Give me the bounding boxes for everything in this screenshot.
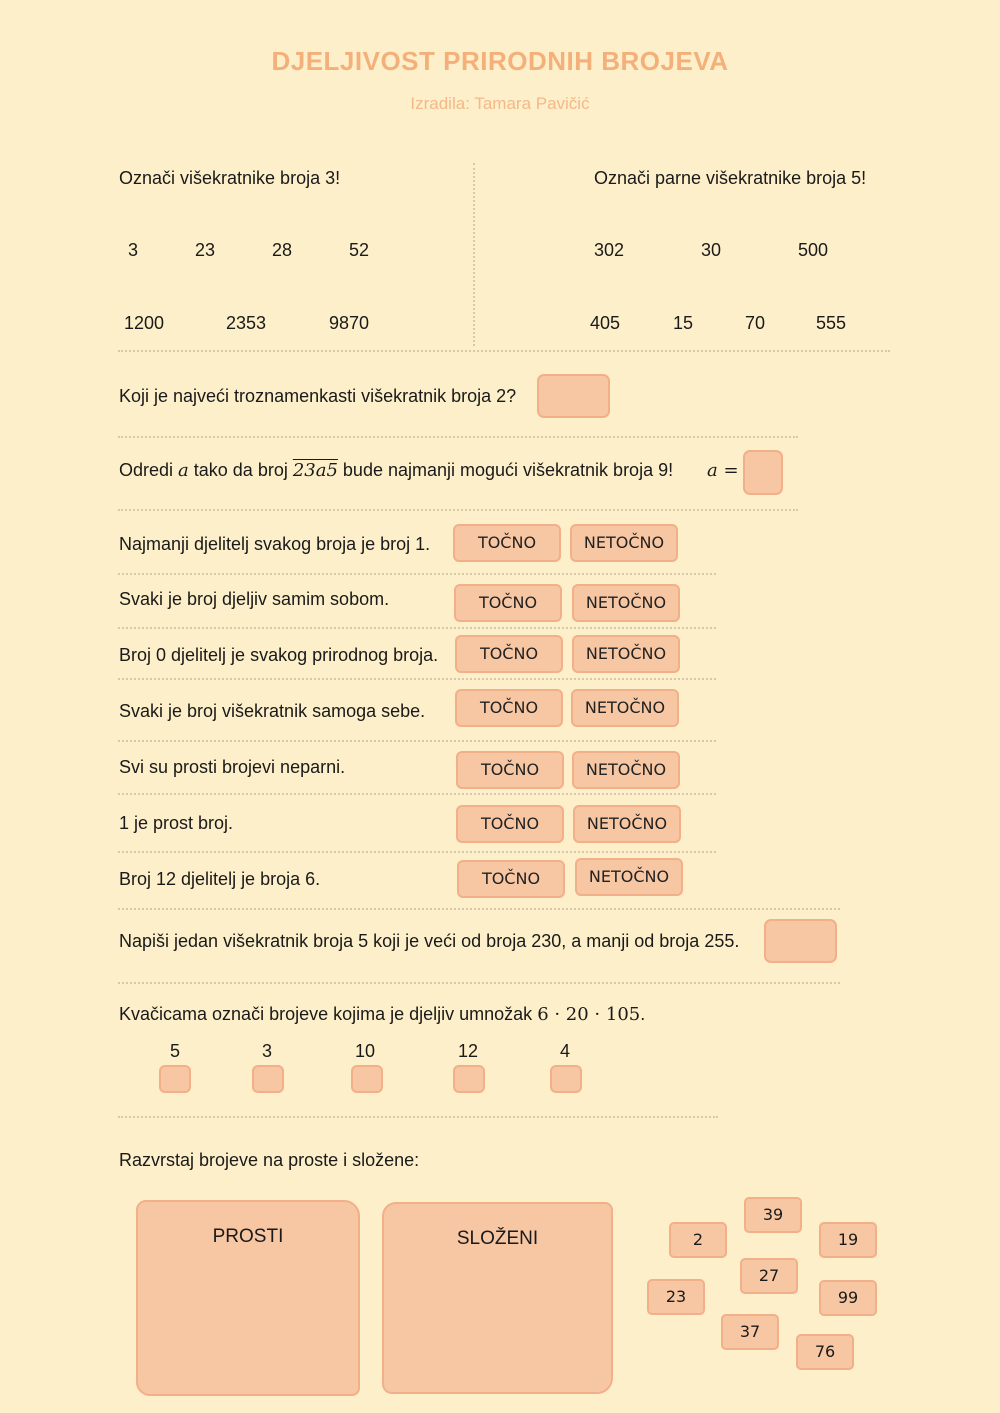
- checkbox-label: 5: [169, 1041, 180, 1061]
- number-tile[interactable]: 27: [740, 1258, 798, 1294]
- statement: 1 je prost broj.: [119, 813, 234, 833]
- false-button[interactable]: NETOČNO: [570, 524, 678, 562]
- false-button[interactable]: NETOČNO: [572, 584, 680, 622]
- number-tile[interactable]: 76: [796, 1334, 854, 1370]
- section-divider: [118, 1116, 718, 1118]
- digit-question-text: tako da broj: [188, 460, 293, 480]
- number-option[interactable]: 1200: [124, 313, 165, 333]
- divisibility-question: [119, 1004, 645, 1025]
- false-button[interactable]: NETOČNO: [571, 689, 679, 727]
- statement: Najmanji djelitelj svakog broja je broj 1.: [119, 534, 431, 554]
- number-option[interactable]: 15: [673, 313, 694, 333]
- section-divider: [118, 509, 798, 511]
- false-button[interactable]: NETOČNO: [575, 858, 683, 896]
- question-period: .: [640, 1004, 646, 1024]
- section-divider: [118, 982, 840, 984]
- number-option[interactable]: 9870: [329, 313, 370, 333]
- largest-multiple-question: Koji je najveći troznamenkasti višekratnik broja 2?: [119, 386, 517, 406]
- number-option[interactable]: 70: [745, 313, 766, 333]
- section-divider: [118, 908, 840, 910]
- false-button[interactable]: NETOČNO: [572, 635, 680, 673]
- number-option[interactable]: 23: [195, 240, 216, 260]
- true-button[interactable]: TOČNO: [457, 860, 565, 898]
- prime-drop-zone[interactable]: [136, 1200, 360, 1396]
- true-button[interactable]: TOČNO: [455, 689, 563, 727]
- checkbox[interactable]: [550, 1065, 582, 1093]
- multiple-of-5-question: Napiši jedan višekratnik broja 5 koji je veći od broja 230, a manji od broja 255.: [119, 931, 740, 951]
- true-button[interactable]: TOČNO: [454, 584, 562, 622]
- false-button[interactable]: NETOČNO: [573, 805, 681, 843]
- statement: Svi su prosti brojevi neparni.: [119, 757, 346, 777]
- number-tile[interactable]: 19: [819, 1222, 877, 1258]
- number-option[interactable]: 52: [349, 240, 370, 260]
- true-button[interactable]: TOČNO: [456, 751, 564, 789]
- number-tile[interactable]: 39: [744, 1197, 802, 1233]
- composite-drop-zone[interactable]: [382, 1202, 613, 1394]
- number-option[interactable]: 500: [798, 240, 829, 260]
- digit-question: [119, 460, 673, 481]
- number-with-digit: 23a5: [292, 460, 338, 481]
- number-option[interactable]: 28: [272, 240, 293, 260]
- checkbox[interactable]: [159, 1065, 191, 1093]
- answer-input[interactable]: [764, 919, 837, 963]
- number-option[interactable]: 302: [594, 240, 625, 260]
- statement: Broj 0 djelitelj je svakog prirodnog broja.: [119, 645, 439, 665]
- true-button[interactable]: TOČNO: [455, 635, 563, 673]
- equation-label: a =: [707, 460, 739, 481]
- number-tile[interactable]: 23: [647, 1279, 705, 1315]
- number-option[interactable]: 3: [128, 240, 139, 260]
- section-divider: [118, 350, 890, 352]
- product-expression: 6 · 20 · 105: [537, 1004, 641, 1025]
- checkbox[interactable]: [252, 1065, 284, 1093]
- multiples-of-3-prompt: Označi višekratnike broja 3!: [119, 168, 341, 188]
- number-tile[interactable]: 99: [819, 1280, 877, 1316]
- checkbox-label: 10: [354, 1041, 376, 1061]
- divisibility-question-text: Kvačicama označi brojeve kojima je djeljiv umnožak: [119, 1004, 538, 1024]
- number-option[interactable]: 555: [816, 313, 847, 333]
- column-divider: [473, 163, 475, 346]
- false-button[interactable]: NETOČNO: [572, 751, 680, 789]
- worksheet-title: DJELJIVOST PRIRODNIH BROJEVA: [271, 46, 729, 76]
- digit-question-text: Odredi: [119, 460, 179, 480]
- sort-prompt: Razvrstaj brojeve na proste i složene:: [119, 1150, 420, 1170]
- variable-a: a: [178, 460, 189, 481]
- statement: Svaki je broj višekratnik samoga sebe.: [119, 701, 426, 721]
- checkbox-label: 12: [457, 1041, 479, 1061]
- number-option[interactable]: 30: [701, 240, 722, 260]
- row-divider: [118, 573, 716, 575]
- number-tile[interactable]: 2: [669, 1222, 727, 1258]
- checkbox[interactable]: [453, 1065, 485, 1093]
- composite-bin-label: SLOŽENI: [456, 1228, 539, 1249]
- number-option[interactable]: 2353: [226, 313, 267, 333]
- statement: Broj 12 djelitelj je broja 6.: [119, 869, 321, 889]
- checkbox[interactable]: [351, 1065, 383, 1093]
- number-option[interactable]: 405: [590, 313, 621, 333]
- row-divider: [118, 851, 716, 853]
- digit-input[interactable]: [743, 450, 783, 495]
- row-divider: [118, 627, 716, 629]
- even-multiples-of-5-prompt: Označi parne višekratnike broja 5!: [594, 168, 867, 188]
- section-divider: [118, 436, 798, 438]
- row-divider: [118, 793, 716, 795]
- checkbox-label: 4: [559, 1041, 570, 1061]
- digit-question-text: bude najmanji mogući višekratnik broja 9!: [337, 460, 674, 480]
- checkbox-label: 3: [261, 1041, 272, 1061]
- row-divider: [118, 678, 716, 680]
- true-button[interactable]: TOČNO: [453, 524, 561, 562]
- number-tile[interactable]: 37: [721, 1314, 779, 1350]
- statement: Svaki je broj djeljiv samim sobom.: [119, 589, 390, 609]
- prime-bin-label: PROSTI: [212, 1226, 284, 1247]
- worksheet-author: Izradila: Tamara Pavičić: [410, 94, 590, 113]
- answer-input[interactable]: [537, 374, 610, 418]
- true-button[interactable]: TOČNO: [456, 805, 564, 843]
- row-divider: [118, 740, 716, 742]
